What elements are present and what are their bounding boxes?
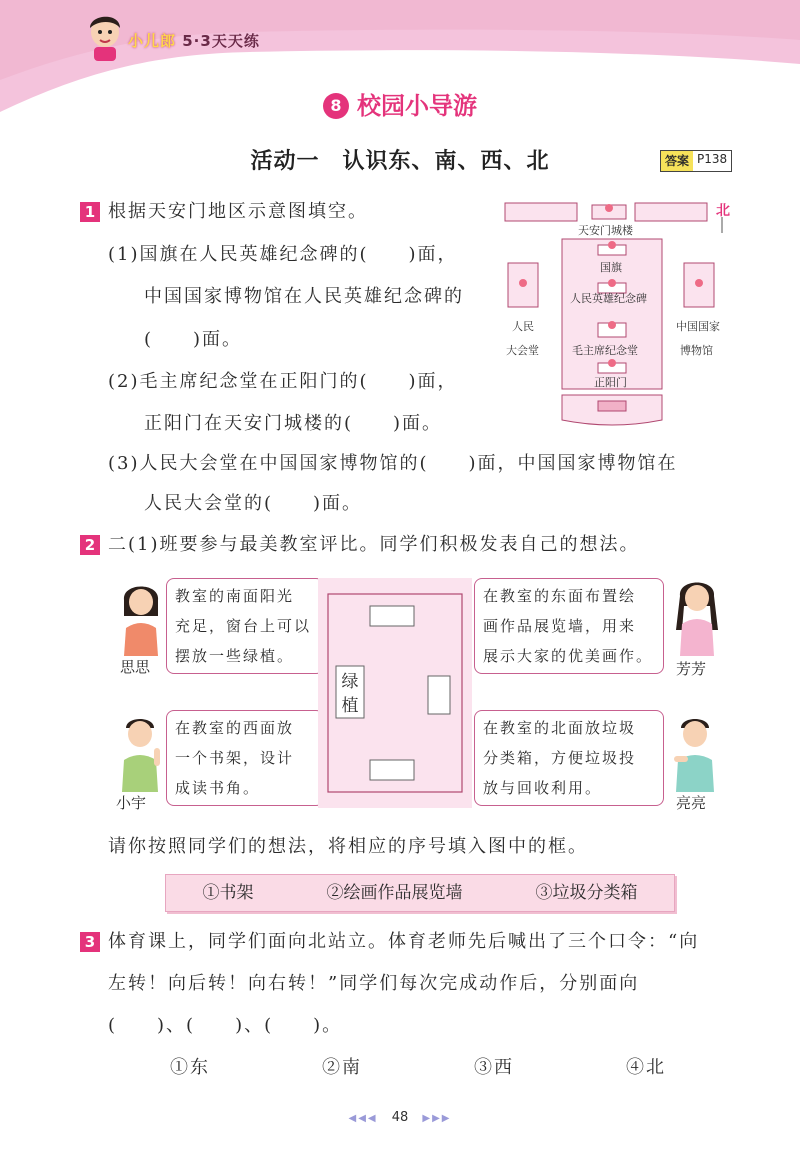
kid-name-xiaoyu: 小宇 (116, 794, 147, 812)
map-hall-label-1: 人民 (512, 320, 534, 333)
page-number: 48 (391, 1110, 409, 1125)
answer-reference[interactable] (660, 150, 732, 172)
boy-xiaoyu-icon (116, 712, 164, 792)
bubble-line: 一个书架，设计 (175, 749, 295, 767)
answer-label: 答案 (661, 151, 693, 171)
bubble-line: 在教室的西面放 (175, 719, 295, 737)
question-1-number: 1 (80, 202, 100, 222)
question-1-stem: 根据天安门地区示意图填空。 (108, 201, 368, 222)
question-2-instruction: 请你按照同学们的想法，将相应的序号填入图中的框。 (108, 836, 588, 857)
bubble-line: 画作品展览墙，用来 (483, 617, 637, 635)
question-1-line-4: (2)毛主席纪念堂在正阳门的( )面， (108, 371, 458, 392)
right-arrows-icon: ▶▶▶ (422, 1113, 452, 1124)
question-3-number: 3 (80, 932, 100, 952)
brand-name: 小儿郎 (128, 32, 177, 50)
girl-sisi-icon (118, 580, 164, 656)
bubble-line: 教室的南面阳光 (175, 587, 295, 605)
speech-bubble-xiaoyu (166, 710, 324, 806)
girl-fangfang-icon (672, 576, 722, 656)
bubble-line: 在教室的东面布置绘 (483, 587, 637, 605)
mascot-icon (84, 10, 126, 62)
page-footer (0, 1110, 800, 1125)
question-1-line-3: ( )面。 (144, 329, 243, 350)
bubble-line: 成读书角。 (175, 779, 261, 797)
question-1-line-6: (3)人民大会堂在中国国家博物馆的( )面，中国国家博物馆在 (108, 453, 678, 474)
choice-south: ②南 (322, 1057, 362, 1078)
question-2-stem: 二(1)班要参与最美教室评比。同学们积极发表自己的想法。 (108, 534, 640, 555)
brand-series: 5·3天天练 (182, 32, 260, 50)
speech-bubble-sisi (166, 578, 324, 674)
question-1-line-5: 正阳门在天安门城楼的( )面。 (144, 413, 443, 434)
options-bar (165, 874, 675, 912)
activity-title: 活动一 认识东、南、西、北 (250, 149, 550, 174)
question-3-line-2: 左转！向后转！向右转！”同学们每次完成动作后，分别面向 (108, 973, 640, 994)
map-museum-label-1: 中国国家 (676, 320, 720, 333)
choice-east: ①东 (170, 1057, 210, 1078)
unit-number-badge: 8 (323, 93, 349, 119)
kid-name-sisi: 思思 (120, 658, 151, 676)
question-1-line-7: 人民大会堂的( )面。 (144, 493, 363, 514)
plants-label-line: 植 (341, 696, 359, 716)
map-monument-label: 人民英雄纪念碑 (570, 292, 647, 305)
plants-label-line: 绿 (341, 672, 359, 692)
map-zhengyangmen-label: 正阳门 (594, 376, 627, 389)
bubble-line: 放与回收利用。 (483, 779, 603, 797)
brand-logo (128, 30, 260, 51)
map-tiananmen-label: 天安门城楼 (578, 224, 633, 237)
unit-title-text: 校园小导游 (357, 92, 477, 120)
option-art-wall: ②绘画作品展览墙 (326, 883, 463, 903)
map-hall-label-2: 大会堂 (506, 344, 539, 357)
bubble-line: 在教室的北面放垃圾 (483, 719, 637, 737)
bubble-line: 分类箱，方便垃圾投 (483, 749, 637, 767)
question-1-line-2: 中国国家博物馆在人民英雄纪念碑的 (144, 286, 464, 307)
option-sorting-bins: ③垃圾分类箱 (535, 883, 638, 903)
speech-bubble-fangfang (474, 578, 664, 674)
map-mausoleum-label: 毛主席纪念堂 (572, 344, 638, 357)
choice-north: ④北 (626, 1057, 666, 1078)
question-3-line-1: 体育课上，同学们面向北站立。体育老师先后喊出了三个口令：“向 (108, 931, 700, 952)
kid-name-fangfang: 芳芳 (676, 660, 707, 678)
plants-label (336, 670, 364, 718)
unit-title (0, 86, 800, 121)
map-north-label: 北 (716, 203, 730, 219)
answer-page: P138 (693, 151, 731, 171)
bubble-line: 摆放一些绿植。 (175, 647, 295, 665)
map-flag-label: 国旗 (600, 261, 622, 274)
left-arrows-icon: ◀◀◀ (348, 1113, 378, 1124)
option-bookshelf: ①书架 (202, 883, 254, 903)
bubble-line: 展示大家的优美画作。 (483, 647, 654, 665)
bubble-line: 充足，窗台上可以 (175, 617, 312, 635)
speech-bubble-liangliang (474, 710, 664, 806)
kid-name-liangliang: 亮亮 (676, 794, 707, 812)
boy-liangliang-icon (670, 712, 720, 792)
map-museum-label-2: 博物馆 (680, 344, 713, 357)
choice-west: ③西 (474, 1057, 514, 1078)
question-2-number: 2 (80, 535, 100, 555)
question-3-line-3: ( )、( )、( )。 (108, 1015, 343, 1036)
question-1-line-1: (1)国旗在人民英雄纪念碑的( )面， (108, 244, 458, 265)
